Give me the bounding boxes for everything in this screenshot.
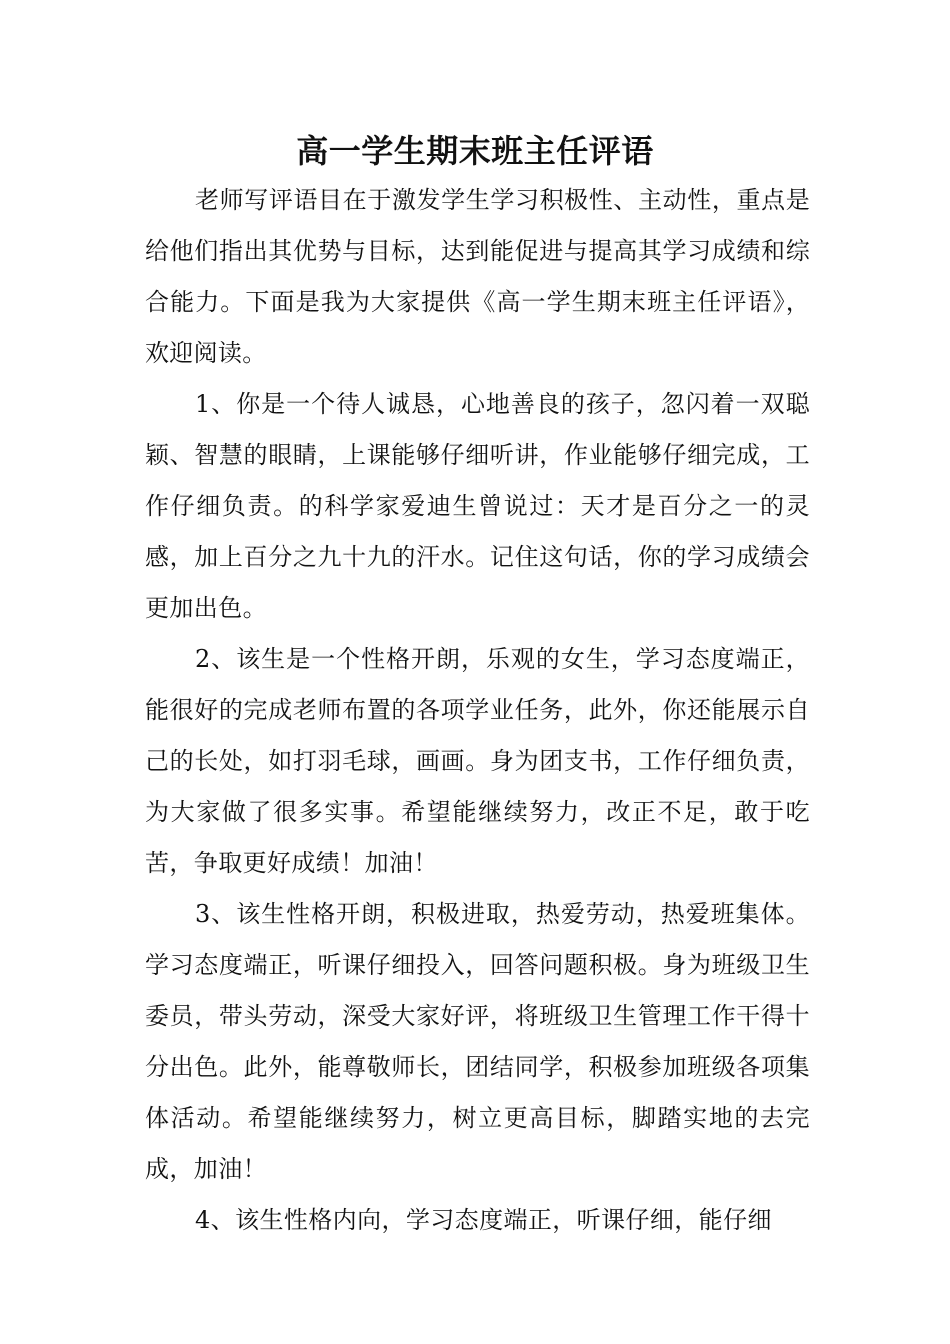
document-title: 高一学生期末班主任评语 xyxy=(296,132,654,170)
intro-paragraph: 老师写评语目在于激发学生学习积极性、主动性，重点是给他们指出其优势与目标，达到能促进与提高其学习成绩和综合能力。下面是我为大家提供《高一学生期末班主任评语》，欢迎阅读。 xyxy=(145,186,810,367)
comment-paragraph-1: 1、你是一个待人诚恳，心地善良的孩子，忽闪着一双聪颖、智慧的眼睛，上课能够仔细听讲，作业能够仔细完成，工作仔细负责。的科学家爱迪生曾说过：天才是百分之一的灵感，加上百分之九十九的汗水。记住这句话，你的学习成绩会更加出色。 xyxy=(145,390,810,622)
comment-paragraph-2: 2、该生是一个性格开朗，乐观的女生，学习态度端正，能很好的完成老师布置的各项学业任务，此外，你还能展示自己的长处，如打羽毛球，画画。身为团支书，工作仔细负责，为大家做了很多实事。希望能继续努力，改正不足，敢于吃苦，争取更好成绩！加油！ xyxy=(145,645,810,877)
document-body xyxy=(145,175,810,1246)
comment-paragraph-3: 3、该生性格开朗，积极进取，热爱劳动，热爱班集体。学习态度端正，听课仔细投入，回答问题积极。身为班级卫生委员，带头劳动，深受大家好评，将班级卫生管理工作干得十分出色。此外，能尊敬师长，团结同学，积极参加班级各项集体活动。希望能继续努力，树立更高目标，脚踏实地的去完成，加油！ xyxy=(145,900,810,1183)
comment-paragraph-4: 4、该生性格内向，学习态度端正，听课仔细，能仔细 xyxy=(195,1206,772,1234)
